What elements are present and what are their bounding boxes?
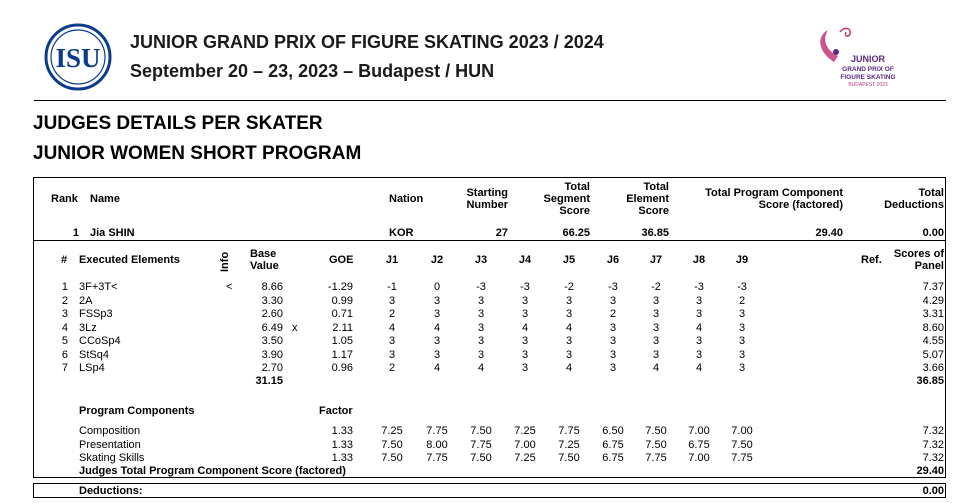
svg-text:FIGURE SKATING: FIGURE SKATING (840, 74, 896, 81)
element-base-value: 8.66 (261, 281, 283, 293)
deductions-label: Deductions: (79, 485, 143, 497)
judge-score: -3 (520, 281, 530, 293)
judge-score: 7.75 (470, 438, 492, 451)
judge-score: 6.75 (602, 438, 624, 451)
judge-score: 3 (738, 348, 746, 361)
judge-score: 4 (565, 362, 573, 374)
judge-score: 3 (477, 335, 485, 347)
base-value-total: 31.15 (255, 375, 283, 387)
judge-score: 3 (521, 335, 529, 347)
judge-header: J5 (562, 254, 576, 266)
judge-score: 7.25 (514, 452, 536, 464)
judge-score: 2 (738, 294, 746, 307)
judge-score: 7.00 (688, 452, 710, 464)
judge-score: 4 (565, 321, 573, 334)
judge-score: 7.50 (470, 425, 492, 437)
judge-score: 4 (477, 362, 485, 374)
element-base-value: 3.50 (261, 335, 283, 347)
judge-score: -3 (608, 281, 618, 293)
judge-score: 3 (388, 335, 396, 347)
judge-score: 3 (521, 294, 529, 307)
svg-text:BUDAPEST 2023: BUDAPEST 2023 (848, 82, 888, 88)
element-number: 2 (61, 294, 68, 307)
element-panel-score: 3.66 (922, 362, 944, 374)
element-base-value: 3.90 (261, 348, 283, 361)
element-panel-score: 4.55 (922, 335, 944, 347)
element-name: FSSp3 (79, 308, 113, 320)
judge-score: 7.00 (688, 425, 710, 437)
judge-score: 4 (695, 362, 703, 374)
judge-score: 3 (738, 335, 746, 347)
judge-score: 8.00 (426, 438, 448, 451)
judge-score: 3 (433, 348, 441, 361)
element-goe: 1.17 (331, 348, 353, 361)
component-name: Presentation (79, 438, 141, 451)
judge-score: 2 (388, 308, 396, 320)
judge-score: 0 (433, 281, 441, 293)
judge-score: 3 (565, 308, 573, 320)
component-factor: 1.33 (331, 438, 353, 451)
element-bonus-mark: x (292, 321, 298, 334)
judge-score: 7.50 (381, 438, 403, 451)
judge-header: J3 (474, 254, 488, 266)
judge-score: 3 (609, 335, 617, 347)
judge-score: 3 (652, 321, 660, 334)
judge-score: 3 (609, 321, 617, 334)
svg-text:JUNIOR: JUNIOR (850, 54, 886, 64)
judge-score: 6.75 (688, 438, 710, 451)
element-name: 3F+3T< (79, 281, 118, 293)
judge-score: 7.00 (731, 425, 753, 437)
judge-score: 7.75 (731, 452, 753, 464)
components-title: Program Components (79, 405, 195, 417)
judge-score: 7.75 (558, 425, 580, 437)
component-panel-score: 7.32 (922, 452, 944, 464)
component-name: Skating Skills (79, 452, 145, 464)
element-name: 2A (79, 294, 93, 307)
judge-score: -3 (737, 281, 747, 293)
category-title: JUNIOR WOMEN SHORT PROGRAM (33, 143, 362, 164)
element-number: 7 (61, 362, 68, 374)
element-info: < (226, 281, 233, 293)
judge-score: 3 (652, 335, 660, 347)
elements-score-total: 36.85 (916, 375, 944, 387)
element-number: 6 (61, 348, 68, 361)
judge-score: 7.75 (426, 452, 448, 464)
judge-score: 3 (388, 348, 396, 361)
judge-score: 7.75 (426, 425, 448, 437)
factor-label: Factor (319, 405, 353, 417)
component-panel-score: 7.32 (922, 425, 944, 437)
element-goe: 1.05 (331, 335, 353, 347)
judge-score: 3 (609, 294, 617, 307)
judge-score: 7.25 (381, 425, 403, 437)
element-base-value: 2.70 (261, 362, 283, 374)
judge-score: 3 (609, 348, 617, 361)
judge-score: 3 (738, 362, 746, 374)
judge-score: 4 (388, 321, 396, 334)
judge-score: 4 (521, 321, 529, 334)
judge-score: 7.75 (645, 452, 667, 464)
element-number: 3 (61, 308, 68, 320)
judge-header: J4 (518, 254, 532, 266)
judge-score: 3 (738, 321, 746, 334)
judge-score: -3 (694, 281, 704, 293)
judge-score: 3 (521, 362, 529, 374)
judge-score: 3 (695, 348, 703, 361)
judge-score: 2 (609, 308, 617, 320)
element-panel-score: 3.31 (922, 308, 944, 320)
judge-score: 7.50 (731, 438, 753, 451)
judge-score: 3 (433, 308, 441, 320)
judge-score: 7.00 (514, 438, 536, 451)
judge-score: 3 (695, 294, 703, 307)
element-base-value: 2.60 (261, 308, 283, 320)
element-name: StSq4 (79, 348, 109, 361)
judge-score: -3 (476, 281, 486, 293)
judge-header: J2 (430, 254, 444, 266)
element-panel-score: 5.07 (922, 348, 944, 361)
judge-score: -2 (564, 281, 574, 293)
svg-text:GRAND PRIX OF: GRAND PRIX OF (842, 66, 894, 73)
event-dates: September 20 – 23, 2023 – Budapest / HUN (130, 61, 495, 81)
judge-score: 3 (695, 335, 703, 347)
element-panel-score: 7.37 (922, 281, 944, 293)
judge-score: 6.75 (602, 452, 624, 464)
element-goe: -1.29 (327, 281, 353, 293)
component-name: Composition (79, 425, 141, 437)
component-panel-score: 7.32 (922, 438, 944, 451)
judge-score: 3 (477, 294, 485, 307)
judge-score: 3 (521, 348, 529, 361)
judge-score: 7.50 (645, 438, 667, 451)
element-number: 1 (61, 281, 68, 293)
judge-score: 3 (565, 335, 573, 347)
element-panel-score: 8.60 (922, 321, 944, 334)
judge-score: 3 (477, 321, 485, 334)
judge-score: 3 (738, 308, 746, 320)
header-divider (34, 100, 946, 101)
element-base-value: 3.30 (261, 294, 283, 307)
judge-score: 3 (652, 348, 660, 361)
judge-score: 3 (433, 294, 441, 307)
judge-score: -2 (651, 281, 661, 293)
judge-score: 3 (609, 362, 617, 374)
element-number: 4 (61, 321, 68, 334)
jgp-logo (800, 22, 920, 90)
element-goe: 0.99 (331, 294, 353, 307)
judge-score: 3 (433, 335, 441, 347)
judge-score: 7.50 (645, 425, 667, 437)
judge-score: 3 (652, 294, 660, 307)
judge-score: 7.50 (558, 452, 580, 464)
pcs-total-label: Judges Total Program Component Score (factored) (79, 465, 346, 477)
element-number: 5 (61, 335, 68, 347)
judge-score: 7.25 (514, 425, 536, 437)
event-title: JUNIOR GRAND PRIX OF FIGURE SKATING 2023 / 2024 (130, 32, 604, 52)
element-goe: 2.11 (332, 321, 353, 334)
judge-header: J7 (649, 254, 663, 266)
judge-score: 4 (433, 362, 441, 374)
judge-score: 7.25 (558, 438, 580, 451)
judge-header: J1 (385, 254, 399, 266)
judge-score: 3 (565, 348, 573, 361)
isu-logo (44, 23, 112, 91)
element-goe: 0.96 (331, 362, 353, 374)
element-name: LSp4 (79, 362, 105, 374)
element-base-value: 6.49 (261, 321, 283, 334)
judge-score: 2 (388, 362, 396, 374)
judge-header: J8 (692, 254, 706, 266)
component-factor: 1.33 (331, 452, 353, 464)
page-title: JUDGES DETAILS PER SKATER (33, 113, 323, 134)
judge-score: 6.50 (602, 425, 624, 437)
pcs-total-value: 29.40 (916, 465, 944, 477)
deductions-value: 0.00 (922, 485, 944, 497)
component-factor: 1.33 (331, 425, 353, 437)
judge-score: 3 (477, 308, 485, 320)
judge-score: -1 (387, 281, 397, 293)
judge-score: 4 (652, 362, 660, 374)
judge-score: 4 (433, 321, 441, 334)
svg-text:ISU: ISU (55, 43, 101, 73)
element-goe: 0.71 (331, 308, 353, 320)
judge-score: 3 (565, 294, 573, 307)
judge-header: J9 (735, 254, 749, 266)
judge-score: 3 (652, 308, 660, 320)
element-name: CCoSp4 (79, 335, 121, 347)
judge-header: J6 (606, 254, 620, 266)
judge-score: 3 (695, 308, 703, 320)
judge-score: 3 (521, 308, 529, 320)
judge-score: 3 (477, 348, 485, 361)
judge-score: 7.50 (470, 452, 492, 464)
judge-score: 3 (388, 294, 396, 307)
element-panel-score: 4.29 (922, 294, 944, 307)
judge-score: 7.50 (381, 452, 403, 464)
judge-score: 4 (695, 321, 703, 334)
element-name: 3Lz (79, 321, 97, 334)
